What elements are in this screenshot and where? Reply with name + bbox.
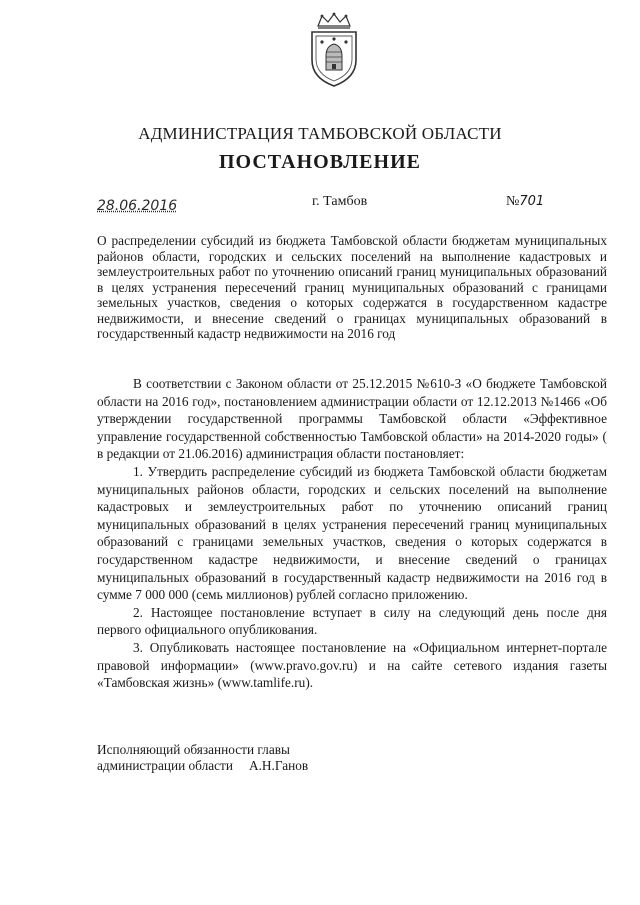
document-type-title: ПОСТАНОВЛЕНИЕ (219, 151, 421, 173)
number-prefix: № (506, 194, 520, 209)
document-date: 28.06.2016 (97, 198, 178, 214)
signature-line-2 (97, 758, 497, 774)
preamble-paragraph: В соответствии с Законом области от 25.12.2015 №610-З «О бюджете Тамбовской области на 2016 год», постановлением администрации области от 12.12.2013 №1466 «Об утверждении государственной программы Тамбовской области «Эффективное управление государственной собственностью Тамбовской области» на 2014-2020 годы» ( в редакции от 21.06.2016) администрация области постановляет: (97, 376, 607, 462)
organization-title: АДМИНИСТРАЦИЯ ТАМБОВСКОЙ ОБЛАСТИ (138, 124, 502, 143)
item-1-paragraph: 1. Утвердить распределение субсидий из бюджета Тамбовской области бюджетам муниципальных районов области, городских и сельских поселений на выполнение кадастровых и землеустроительных работ по уточнению описаний границ муниципальных образований в целях устранения пересечений границ муниципальных образований с границами земельных участков, сведения о которых содержатся в государственном кадастре недвижимости, и внесение сведений о границах муниципальных образований в государственный кадастр недвижимости на 2016 год в сумме 7 000 000 (семь миллионов) рублей согласно приложению. (97, 463, 607, 603)
coat-of-arms-icon (306, 12, 362, 88)
document-body (97, 375, 607, 692)
signatory-name: А.Н.Ганов (248, 757, 309, 773)
signature-title-line: Исполняющий обязанности главы (97, 742, 290, 757)
signature-position: администрации области (97, 757, 233, 773)
document-subject: О распределении субсидий из бюджета Тамбовской области бюджетам муниципальных районов области, городских и сельских поселений на выполнение кадастровых и землеустроительных работ по уточнению описаний границ муниципальных образований в целях устранения пересечений границ муниципальных образований с границами земельных участков, сведения о которых содержатся в государственном кадастре недвижимости, и внесение сведений о границах муниципальных образований в государственный кадастр недвижимости на 2016 год (97, 233, 607, 341)
document-number (506, 194, 544, 210)
signature-block (97, 742, 497, 773)
document-city: г. Тамбов (312, 194, 368, 209)
item-2-paragraph: 2. Настоящее постановление вступает в силу на следующий день после дня первого официального опубликования. (97, 604, 607, 638)
number-value: 701 (519, 194, 545, 209)
item-3-paragraph: 3. Опубликовать настоящее постановление на «Официальном интернет-портале правовой информации» (www.pravo.gov.ru) и на сайте сетевого издания газеты «Тамбовская жизнь» (www.tamlife.ru). (97, 639, 607, 691)
